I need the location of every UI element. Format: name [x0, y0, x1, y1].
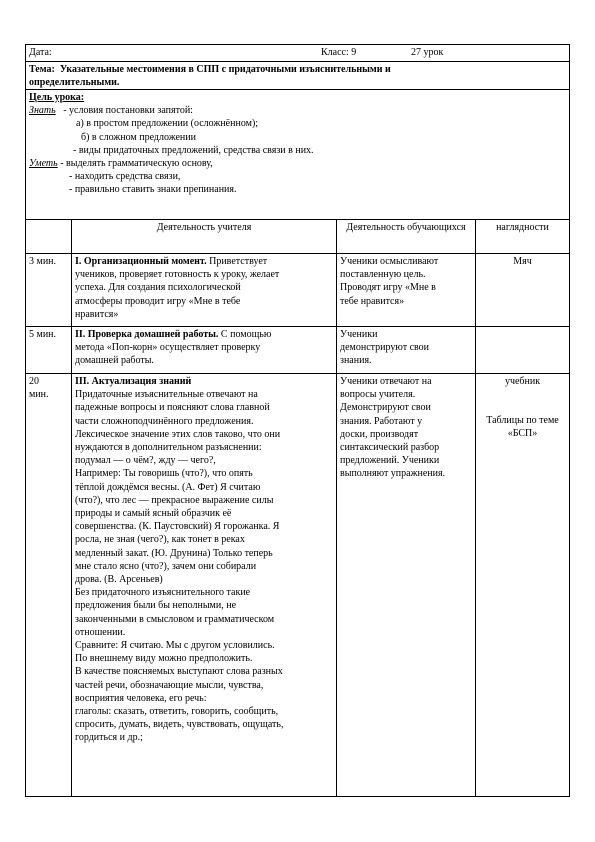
column-headers — [26, 220, 569, 254]
teacher-line: нуждаются в дополнительном разъяснении: — [75, 442, 262, 454]
header-row — [26, 45, 569, 62]
class-label: Класс: 9 — [321, 47, 357, 58]
can-item: - правильно ставить знаки препинания. — [69, 184, 237, 196]
teacher-cell — [72, 327, 337, 373]
teacher-line: В качестве поясняемых выступают слова разных — [75, 666, 283, 678]
teacher-line: глаголы: сказать, ответить, говорить, сообщить, — [75, 706, 279, 718]
stage-title: I. Организационный момент. — [75, 256, 207, 267]
teacher-line: дрова. (В. Арсеньев) — [75, 574, 163, 586]
student-line: вопросы учителя. — [340, 389, 416, 401]
topic-label: Тема: — [29, 64, 55, 75]
student-line: Ученики осмысливают — [340, 256, 439, 267]
teacher-line: Например: Ты говоришь (что?), что опять — [75, 468, 253, 480]
goals-title: Цель урока: — [29, 92, 85, 103]
table-row — [26, 374, 569, 796]
teacher-line: отношении. — [75, 626, 126, 638]
lesson-table — [25, 44, 570, 797]
teacher-line: тёплой дождёмся весны. (А. Фет) Я считаю — [75, 481, 261, 493]
teacher-line: Приветствует — [206, 256, 268, 267]
teacher-line: (что?), что лес — прекрасное выражение силы — [75, 494, 274, 506]
table-row — [26, 327, 569, 374]
date-label: Дата: — [29, 47, 52, 58]
teacher-line: Лексическое значение этих слов таково, что они — [75, 428, 281, 440]
visual-line — [479, 388, 566, 401]
student-line: знания. — [340, 355, 372, 367]
student-line: предложений. Ученики — [340, 455, 440, 467]
teacher-line: Без придаточного изъяснительного такие — [75, 587, 251, 599]
student-line: синтаксический разбор — [340, 442, 440, 454]
teacher-line: Сравните: Я считаю. Мы с другом условились. — [75, 640, 275, 652]
know-label: Знать — [29, 105, 56, 117]
know-item: а) в простом предложении (осложнённом); — [76, 118, 259, 130]
student-line: Проводят игру «Мне в — [340, 282, 436, 294]
teacher-line: мне стало ясно (что?), зачем они собирали — [75, 560, 257, 572]
time-cell: 3 мин. — [26, 254, 72, 326]
student-cell — [337, 254, 476, 326]
teacher-line: падежные вопросы и поясняют слова главной — [75, 402, 270, 414]
teacher-line: учеников, проверяет готовность к уроку, желает — [75, 269, 280, 281]
visual-line: учебник — [504, 376, 541, 387]
student-cell — [337, 327, 476, 373]
teacher-line: совершенства. (К. Паустовский) Я горожанка. Я — [75, 521, 280, 533]
student-line: демонстрируют свои — [340, 342, 430, 354]
visuals-cell — [476, 374, 569, 796]
goals-row — [26, 90, 569, 220]
teacher-line: домашней работы. — [75, 355, 154, 367]
lesson-number: 27 урок — [411, 47, 444, 58]
student-line: тебе нравится» — [340, 295, 405, 307]
teacher-cell — [72, 374, 337, 796]
teacher-line: росла, не зная (чего?), как тонет в реках — [75, 534, 245, 546]
teacher-line: природы и самый ясный образчик её — [75, 508, 232, 520]
stage-title: II. Проверка домашней работы. — [75, 329, 219, 340]
lesson-plan — [25, 44, 570, 797]
teacher-line: успеха. Для создания психологической — [75, 282, 241, 294]
teacher-line: Придаточные изъяснительные отвечают на — [75, 389, 258, 401]
stage-title: III. Актуализация знаний — [75, 376, 192, 387]
teacher-line: нравится» — [75, 308, 119, 320]
teacher-line: подумал — о чём?, жду — чего?, — [75, 455, 216, 467]
visuals-cell — [476, 254, 569, 326]
visual-line: Таблицы по теме — [486, 415, 559, 427]
teacher-line: гордиться и др.; — [75, 732, 143, 744]
teacher-line: части сложноподчинённого предложения. — [75, 415, 254, 427]
table-row — [26, 254, 569, 327]
teacher-line: С помощью — [218, 329, 272, 340]
topic-line-2: определительными. — [29, 77, 120, 89]
visual-line: Мяч — [513, 256, 532, 267]
student-line: доски, производят — [340, 428, 419, 440]
student-line: Ученики — [340, 329, 378, 340]
can-item: - выделять грамматическую основу, — [60, 158, 213, 170]
time-cell — [26, 374, 72, 796]
teacher-line: атмосферы проводит игру «Мне в тебе — [75, 295, 241, 307]
visuals-cell — [476, 327, 569, 373]
can-label: Уметь — [29, 158, 58, 170]
know-item: б) в сложном предложении — [81, 131, 196, 143]
teacher-line: законченными в смысловом и грамматическом — [75, 613, 275, 625]
topic-row — [26, 62, 569, 90]
col-header-students: Деятельность обучающихся — [337, 220, 476, 253]
topic-line-1: Указательные местоимения в СПП с придаточными изъяснительными и — [59, 64, 391, 75]
student-cell — [337, 374, 476, 796]
student-line: знания. Работают у — [340, 415, 423, 427]
time-line: 20 — [29, 376, 39, 387]
teacher-line: спросить, думать, видеть, чувствовать, ощущать, — [75, 719, 284, 731]
teacher-line: метода «Поп-корн» осуществляет проверку — [75, 342, 261, 354]
student-line: выполняют упражнения. — [340, 468, 446, 480]
time-line: мин. — [29, 389, 49, 401]
can-item: - находить средства связи, — [69, 171, 181, 183]
visual-line: «БСП» — [507, 428, 538, 440]
teacher-line: восприятия человека, его речь: — [75, 692, 207, 704]
teacher-line: частей речи, обозначающие мысли, чувства, — [75, 679, 264, 691]
col-header-time — [26, 220, 72, 253]
teacher-cell — [72, 254, 337, 326]
col-header-visuals: наглядности — [496, 222, 549, 233]
student-line: поставленную цель. — [340, 269, 426, 281]
student-line: Ученики отвечают на — [340, 376, 432, 387]
teacher-line: медленный закат. (Ю. Друнина) Только теперь — [75, 547, 273, 559]
know-item: - виды придаточных предложений, средства связи в них. — [73, 144, 314, 156]
time-cell: 5 мин. — [26, 327, 72, 373]
know-item: - условия постановки запятой: — [63, 105, 193, 117]
student-line: Демонстрируют свои — [340, 402, 431, 414]
teacher-line: По внешнему виду можно предположить. — [75, 653, 253, 665]
teacher-line: предложения были бы неполными, не — [75, 600, 237, 612]
col-header-teacher: Деятельность учителя — [72, 220, 337, 253]
